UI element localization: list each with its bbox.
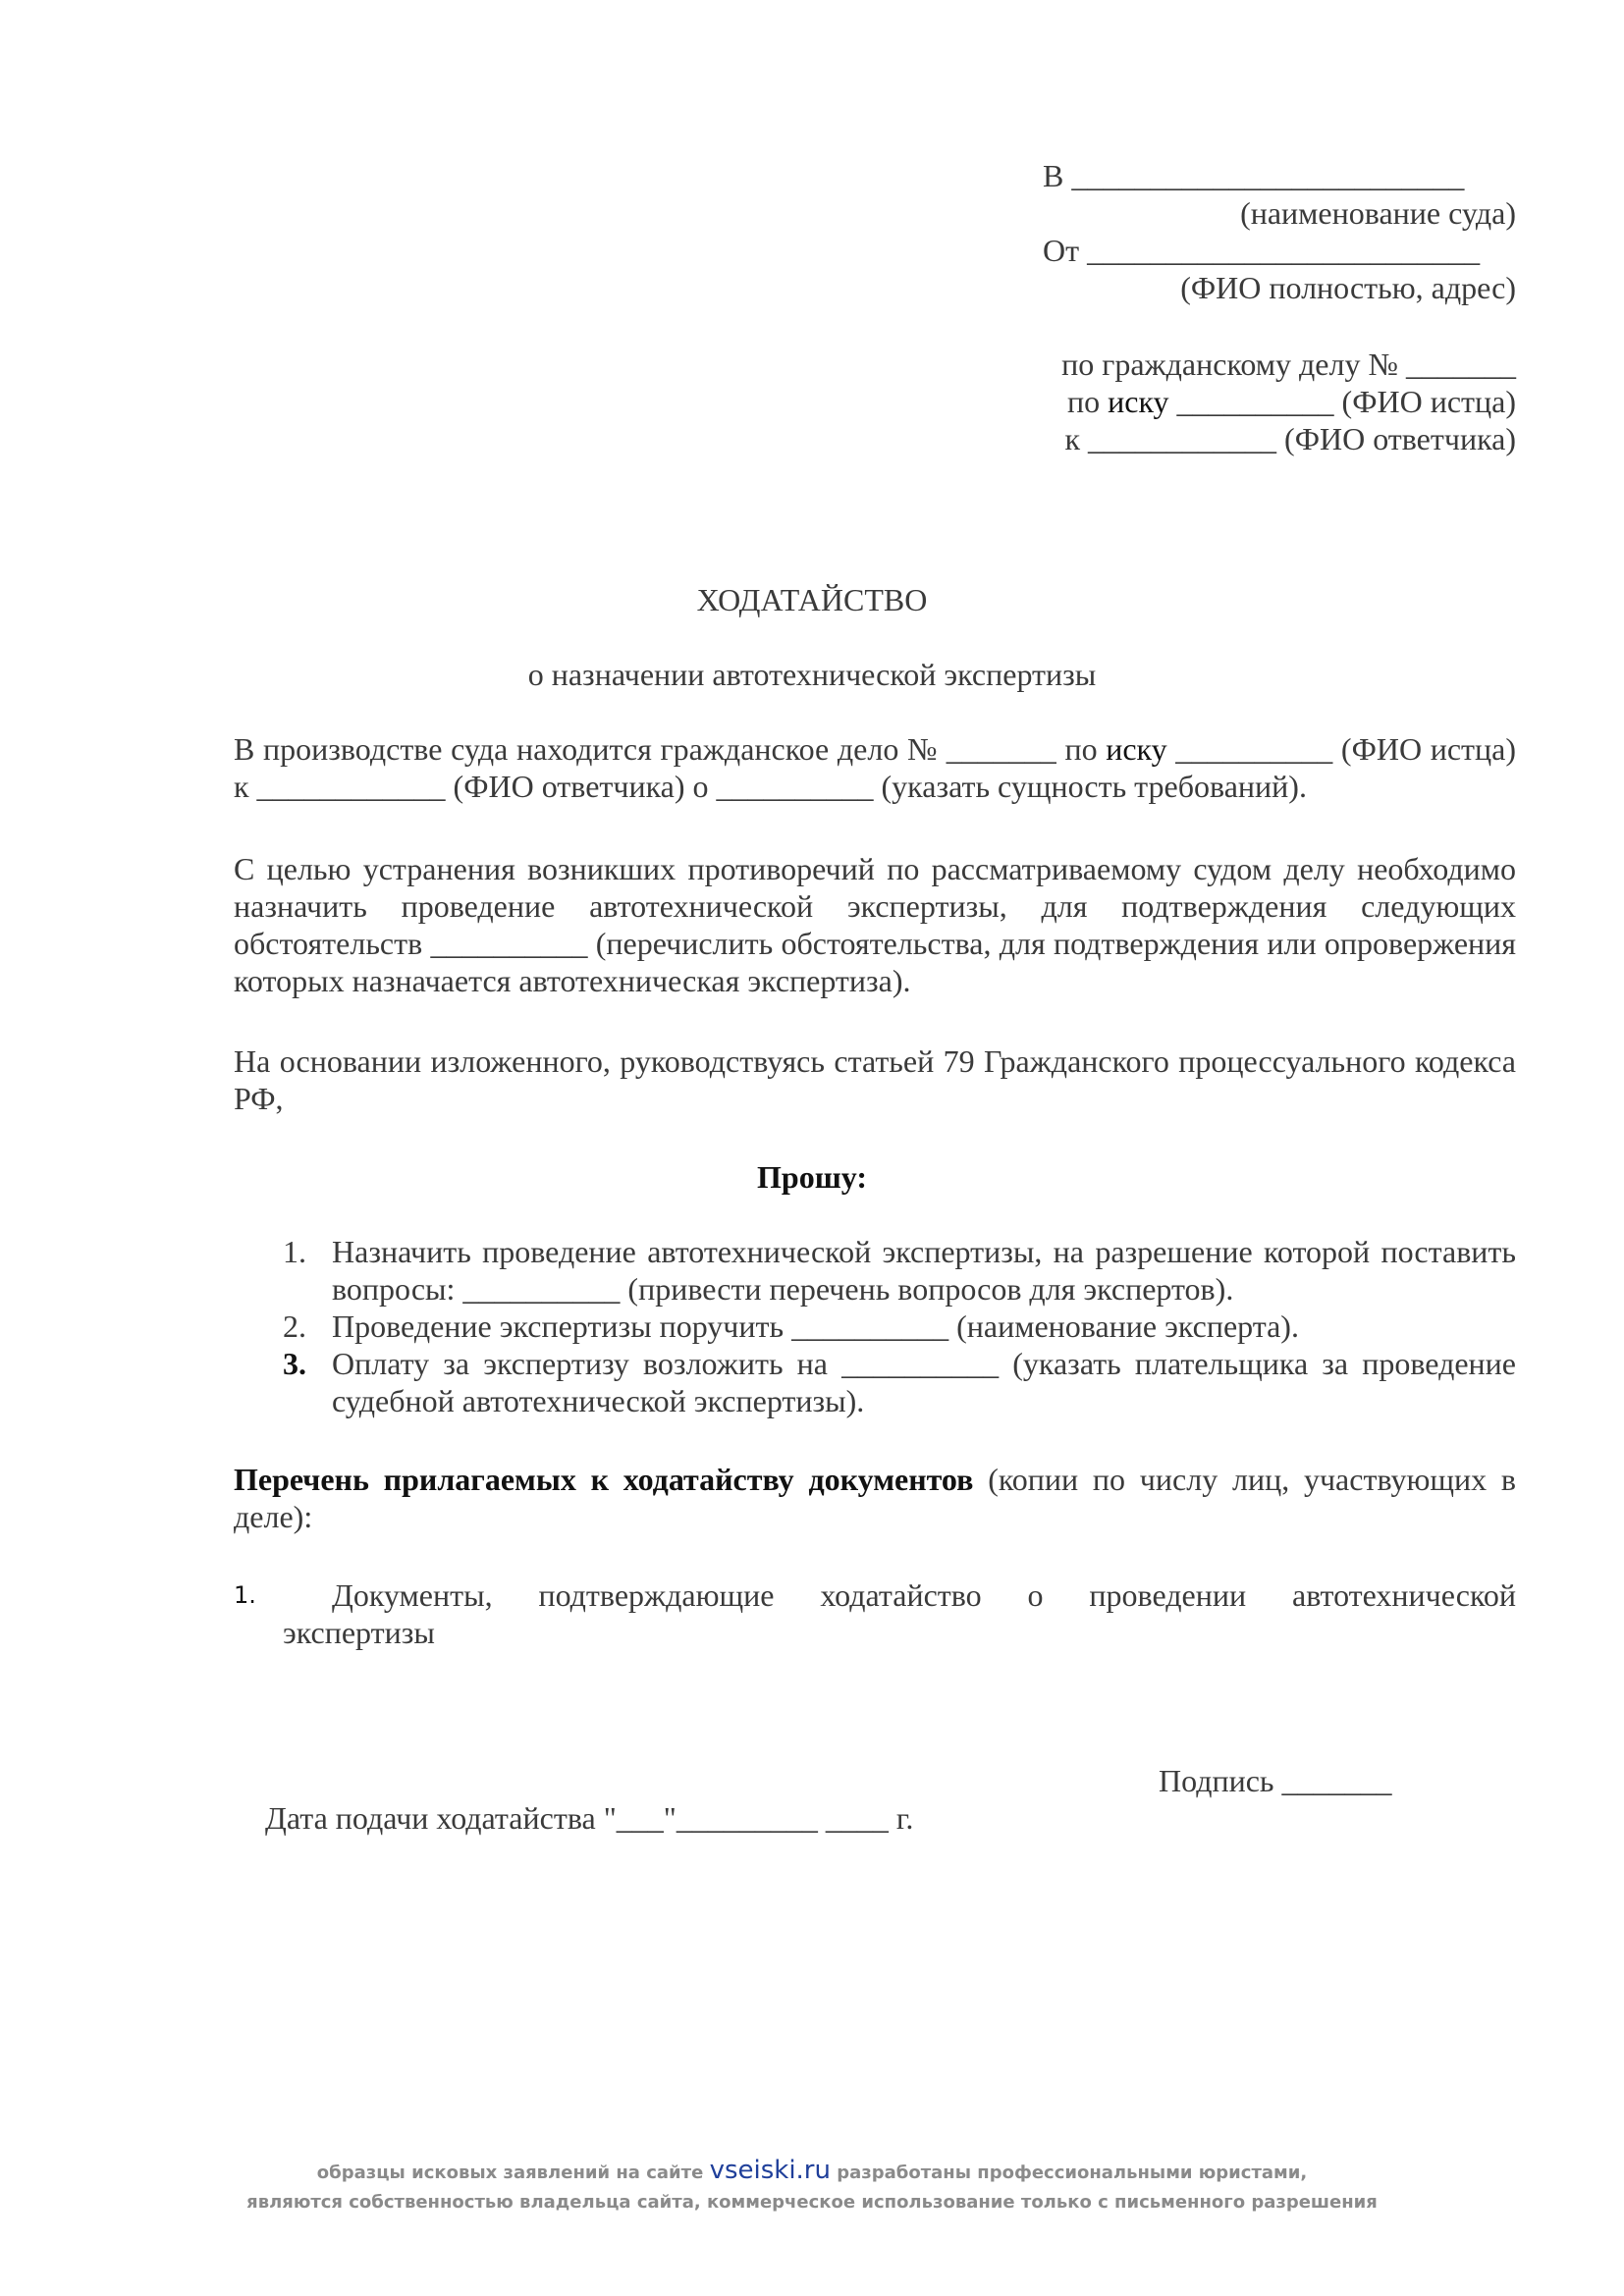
paragraph-case-info-b: __________ (ФИО истца) к ____________ (ФИО ответчика) о __________ (указать сущность требований). [234, 731, 1517, 804]
request-item-number: 3. [283, 1346, 306, 1381]
court-line: В _________________________ [1043, 158, 1465, 193]
claim-rest: __________ (ФИО истца) [1168, 384, 1516, 419]
defendant-line: к ____________ (ФИО ответчика) [1064, 421, 1516, 456]
paragraph-case-info-word: иску [1106, 731, 1167, 767]
site-link[interactable]: vseiski.ru [709, 2156, 831, 2185]
request-item [234, 1233, 1516, 1308]
footer-line-2: являются собственностью владельца сайта, коммерческое использование только с письменного разрешения [246, 2192, 1378, 2213]
submission-date-line: Дата подачи ходатайства "___"_________ ____ г. [265, 1800, 914, 1836]
attachment-item [234, 1576, 1516, 1651]
attachments-heading-rest: (копии по числу лиц, участвующих в деле): [234, 1462, 1517, 1534]
request-item-text: Назначить проведение автотехнической экспертизы, на разрешение которой поставить вопросы: __________ (привести перечень вопросов для экспертов). [332, 1234, 1516, 1307]
paragraph-purpose: С целью устранения возникших противоречий по рассматриваемому судом делу необходимо назначить проведение автотехнической экспертизы, для подтверждения следующих обстоятельств __________ (перечислить обстоятельства, для подтверждения или опровержения которых назначается автотехническая экспертиза). [234, 851, 1516, 998]
paragraph-case-info-a: В производстве суда находится гражданское дело № _______ по [234, 731, 1107, 767]
from-hint: (ФИО полностью, адрес) [1180, 270, 1516, 305]
document-title: ХОДАТАЙСТВО [696, 582, 928, 617]
attachment-item-line2: экспертизы [283, 1615, 435, 1650]
case-number-line: по гражданскому делу № _______ [1061, 347, 1516, 382]
paragraph-case-info [234, 730, 1516, 805]
paragraph-legal-basis: На основании изложенного, руководствуясь статьей 79 Гражданского процессуального кодекса РФ, [234, 1043, 1516, 1116]
footer-line-1-a: образцы исковых заявлений на сайте [316, 2163, 710, 2183]
signature-line: Подпись _______ [1159, 1763, 1392, 1798]
footer-line-1 [0, 2156, 1624, 2188]
request-list [234, 1233, 1516, 1419]
court-hint: (наименование суда) [1240, 195, 1516, 231]
request-item-text: Оплату за экспертизу возложить на __________ (указать плательщика за проведение судебной автотехнической экспертизы). [332, 1346, 1516, 1418]
attachments-heading-bold: Перечень прилагаемых к ходатайству документов [234, 1462, 974, 1497]
request-heading: Прошу: [757, 1159, 867, 1195]
claim-prefix: по [1059, 384, 1109, 419]
request-item-number: 2. [283, 1308, 306, 1344]
request-item-number: 1. [283, 1234, 306, 1269]
attachment-item-line1: Документы, подтверждающие ходатайство о проведении автотехнической [332, 1577, 1516, 1613]
addressee-block [1043, 157, 1516, 457]
footer-notice [0, 2156, 1624, 2217]
request-item-text: Проведение экспертизы поручить __________ (наименование эксперта). [332, 1308, 1299, 1344]
from-line: От _________________________ [1043, 233, 1481, 268]
signature-row [234, 1762, 1516, 1911]
attachment-item-number: 1. [234, 1581, 256, 1609]
attachments-heading [234, 1461, 1516, 1535]
footer-line-1-b: разработаны профессиональными юристами, [830, 2163, 1308, 2183]
claim-word: иску [1108, 384, 1169, 419]
claim-line [1043, 383, 1516, 420]
request-item [234, 1345, 1516, 1419]
document-subtitle: о назначении автотехнической экспертизы [527, 657, 1097, 692]
request-item [234, 1308, 1516, 1345]
